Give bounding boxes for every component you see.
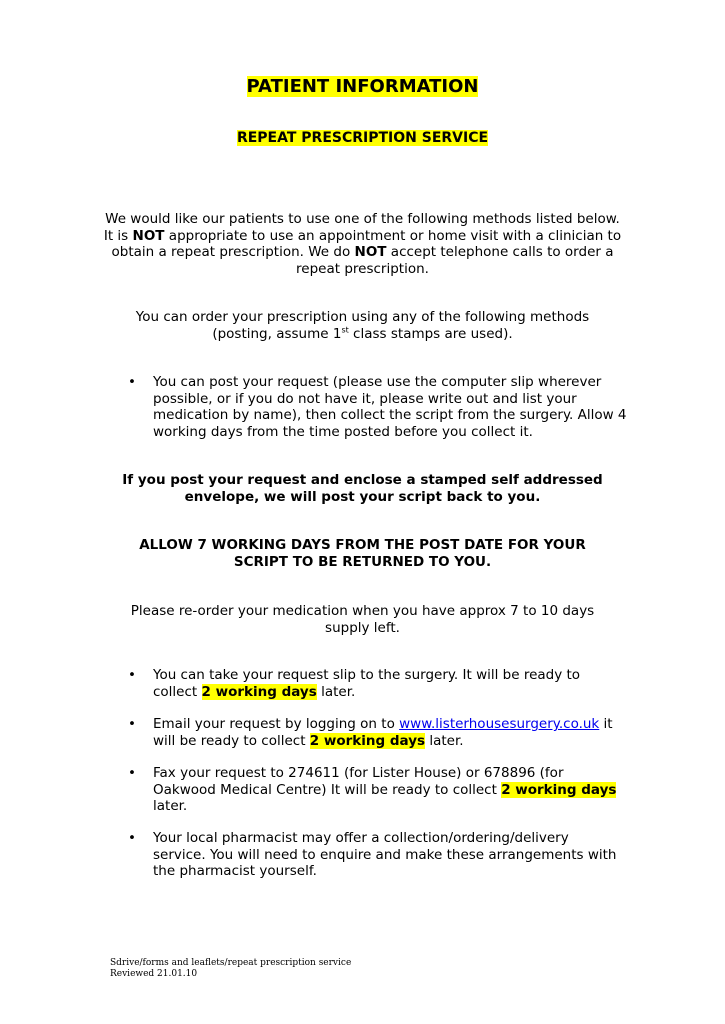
intro-text-3: accept telephone calls to order a repeat prescription.	[296, 244, 614, 277]
bullet-icon: •	[128, 374, 136, 390]
bullet-icon: •	[128, 830, 136, 846]
intro-not-2: NOT	[354, 244, 387, 260]
surgery-website-link[interactable]: www.listerhousesurgery.co.uk	[399, 716, 600, 732]
take-request-text	[153, 667, 618, 700]
email-request-after: later.	[425, 732, 464, 749]
pharmacist-item	[128, 830, 618, 880]
take-request-highlight: 2 working days	[201, 683, 317, 700]
take-request-item	[128, 667, 618, 700]
sae-note	[110, 472, 615, 505]
sae-note-text: If you post your request and enclose a stamped self addressed envelope, we will post your script back to you.	[122, 472, 603, 505]
fax-request-item	[128, 765, 618, 815]
post-request-item	[128, 374, 628, 440]
email-request-before: Email your request by logging on to	[153, 716, 400, 732]
reorder-note-text: Please re-order your medication when you have approx 7 to 10 days supply left.	[130, 603, 595, 636]
post-request-text: You can post your request (please use the computer slip wherever possible, or if you do not have it, please write out and list your medication by name), then collect the script from the surgery. Allow 4 working days from the time posted before you collect it.	[153, 374, 627, 440]
pharmacist-text: Your local pharmacist may offer a collection/ordering/delivery service. You will need to enquire and make these arrangements with the pharmacist yourself.	[153, 830, 617, 879]
bullet-icon: •	[128, 716, 136, 732]
methods-intro-paragraph	[125, 309, 600, 342]
page-title	[0, 76, 725, 98]
bullet-icon: •	[128, 667, 136, 683]
bullet-icon: •	[128, 765, 136, 781]
fax-request-after: later.	[153, 798, 188, 814]
email-request-middle: it will be ready to collect	[153, 716, 613, 749]
email-request-text	[153, 716, 618, 749]
reorder-note	[125, 603, 600, 636]
intro-paragraph	[100, 211, 625, 277]
footer	[110, 958, 351, 980]
intro-text-2: appropriate to use an appointment or home visit with a clinician to obtain a repeat prescription. We do	[111, 227, 622, 260]
intro-not-1: NOT	[132, 227, 165, 244]
title-text: PATIENT INFORMATION	[246, 76, 479, 97]
methods-intro-sup: st	[341, 325, 349, 334]
take-request-before: You can take your request slip to the surgery. It will be ready to collect	[153, 667, 581, 700]
fax-request-text	[153, 765, 618, 815]
fax-request-highlight: 2 working days	[501, 781, 617, 798]
methods-intro-text-1: You can order your prescription using any of the following methods (posting, assume 1	[135, 309, 590, 342]
footer-path: Sdrive/forms and leaflets/repeat prescription service	[110, 958, 352, 968]
intro-text-1: We would like our patients to use one of the following methods listed below. It is	[103, 211, 620, 244]
fax-request-before: Fax your request to 274611 (for Lister House) or 678896 (for Oakwood Medical Centre) It will be ready to collect	[153, 765, 564, 798]
subtitle-text: REPEAT PRESCRIPTION SERVICE	[236, 130, 489, 146]
allow-note	[130, 537, 595, 570]
footer-reviewed: Reviewed 21.01.10	[110, 969, 198, 979]
email-request-highlight: 2 working days	[309, 732, 426, 749]
take-request-after: later.	[316, 683, 356, 700]
page-subtitle	[0, 129, 725, 147]
email-request-item	[128, 716, 618, 749]
allow-note-text: ALLOW 7 WORKING DAYS FROM THE POST DATE FOR YOUR SCRIPT TO BE RETURNED TO YOU.	[139, 537, 586, 570]
methods-intro-text-2: class stamps are used).	[348, 325, 513, 342]
